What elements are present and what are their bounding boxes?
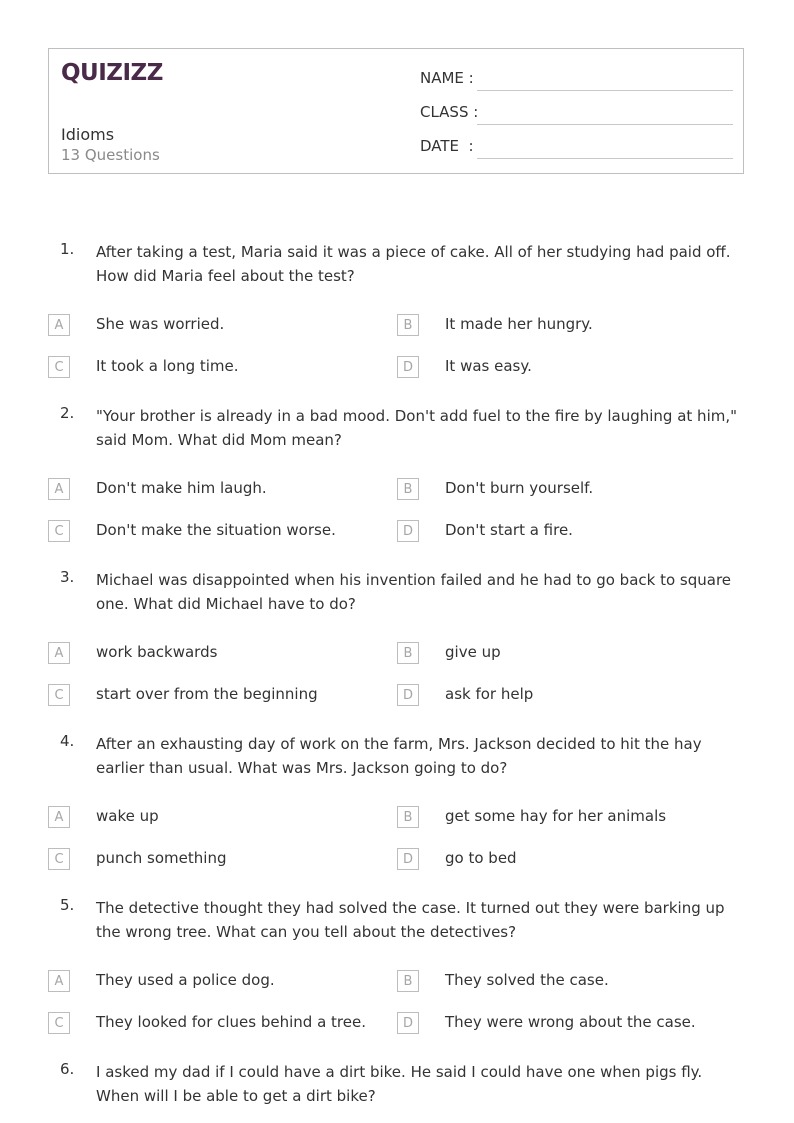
option-letter-box: C bbox=[48, 684, 70, 706]
question-number: 4. bbox=[60, 732, 75, 750]
option-letter-box: C bbox=[48, 848, 70, 870]
question-text: I asked my dad if I could have a dirt bike. He said I could have one when pigs fly. When will I be able to get a dirt bike? bbox=[96, 1063, 703, 1105]
date-field bbox=[420, 135, 733, 159]
class-line bbox=[477, 124, 733, 125]
option-letter-box: D bbox=[397, 520, 419, 542]
question-text: Michael was disappointed when his invention failed and he had to go back to square one. What did Michael have to do? bbox=[96, 571, 732, 613]
name-label: NAME : bbox=[420, 69, 474, 87]
question-number: 1. bbox=[60, 240, 75, 258]
option-letter-box: B bbox=[397, 314, 419, 336]
option-letter-box: B bbox=[397, 970, 419, 992]
option-letter-box: A bbox=[48, 314, 70, 336]
quizizz-logo bbox=[61, 59, 163, 87]
option-letter-box: D bbox=[397, 684, 419, 706]
option-letter-box: C bbox=[48, 1012, 70, 1034]
option-text: ask for help bbox=[445, 685, 534, 703]
question-text: "Your brother is already in a bad mood. Don't add fuel to the fire by laughing at him," said Mom. What did Mom mean? bbox=[96, 407, 738, 449]
option-letter-box: A bbox=[48, 478, 70, 500]
option-text: get some hay for her animals bbox=[445, 807, 667, 825]
logo-text: QUIZIZZ bbox=[61, 60, 163, 86]
question-number: 2. bbox=[60, 404, 75, 422]
option-text: It took a long time. bbox=[96, 357, 239, 375]
name-line bbox=[477, 90, 733, 91]
option-letter-box: B bbox=[397, 642, 419, 664]
option-text: Don't make the situation worse. bbox=[96, 521, 336, 539]
option-text: It made her hungry. bbox=[445, 315, 593, 333]
name-field bbox=[420, 67, 733, 91]
option-text: wake up bbox=[96, 807, 159, 825]
worksheet-header bbox=[48, 48, 744, 174]
question-text: The detective thought they had solved the case. It turned out they were barking up the wrong tree. What can you tell about the detectives? bbox=[96, 899, 725, 941]
option-text: Don't start a fire. bbox=[445, 521, 573, 539]
date-label: DATE : bbox=[420, 137, 474, 155]
option-text: They were wrong about the case. bbox=[445, 1013, 696, 1031]
option-letter-box: A bbox=[48, 642, 70, 664]
option-letter-box: D bbox=[397, 356, 419, 378]
date-line bbox=[477, 158, 733, 159]
option-text: They used a police dog. bbox=[96, 971, 275, 989]
question-count: 13 Questions bbox=[61, 146, 160, 164]
option-letter-box: C bbox=[48, 520, 70, 542]
question-number: 3. bbox=[60, 568, 75, 586]
option-text: work backwards bbox=[96, 643, 218, 661]
option-text: punch something bbox=[96, 849, 227, 867]
option-letter-box: C bbox=[48, 356, 70, 378]
option-text: They looked for clues behind a tree. bbox=[96, 1013, 366, 1031]
option-text: give up bbox=[445, 643, 501, 661]
option-text: Don't burn yourself. bbox=[445, 479, 594, 497]
option-text: go to bed bbox=[445, 849, 517, 867]
option-letter-box: D bbox=[397, 848, 419, 870]
option-text: They solved the case. bbox=[445, 971, 609, 989]
option-letter-box: D bbox=[397, 1012, 419, 1034]
option-text: It was easy. bbox=[445, 357, 532, 375]
option-text: start over from the beginning bbox=[96, 685, 318, 703]
option-letter-box: B bbox=[397, 478, 419, 500]
option-letter-box: B bbox=[397, 806, 419, 828]
question-number: 5. bbox=[60, 896, 75, 914]
option-text: She was worried. bbox=[96, 315, 225, 333]
option-letter-box: A bbox=[48, 806, 70, 828]
class-field bbox=[420, 101, 733, 125]
class-label: CLASS : bbox=[420, 103, 479, 121]
question-text: After taking a test, Maria said it was a piece of cake. All of her studying had paid off. How did Maria feel about the test? bbox=[96, 243, 731, 285]
option-letter-box: A bbox=[48, 970, 70, 992]
option-text: Don't make him laugh. bbox=[96, 479, 267, 497]
worksheet-title: Idioms bbox=[61, 125, 115, 144]
question-text: After an exhausting day of work on the farm, Mrs. Jackson decided to hit the hay earlier than usual. What was Mrs. Jackson going to do? bbox=[96, 735, 702, 777]
question-number: 6. bbox=[60, 1060, 75, 1078]
